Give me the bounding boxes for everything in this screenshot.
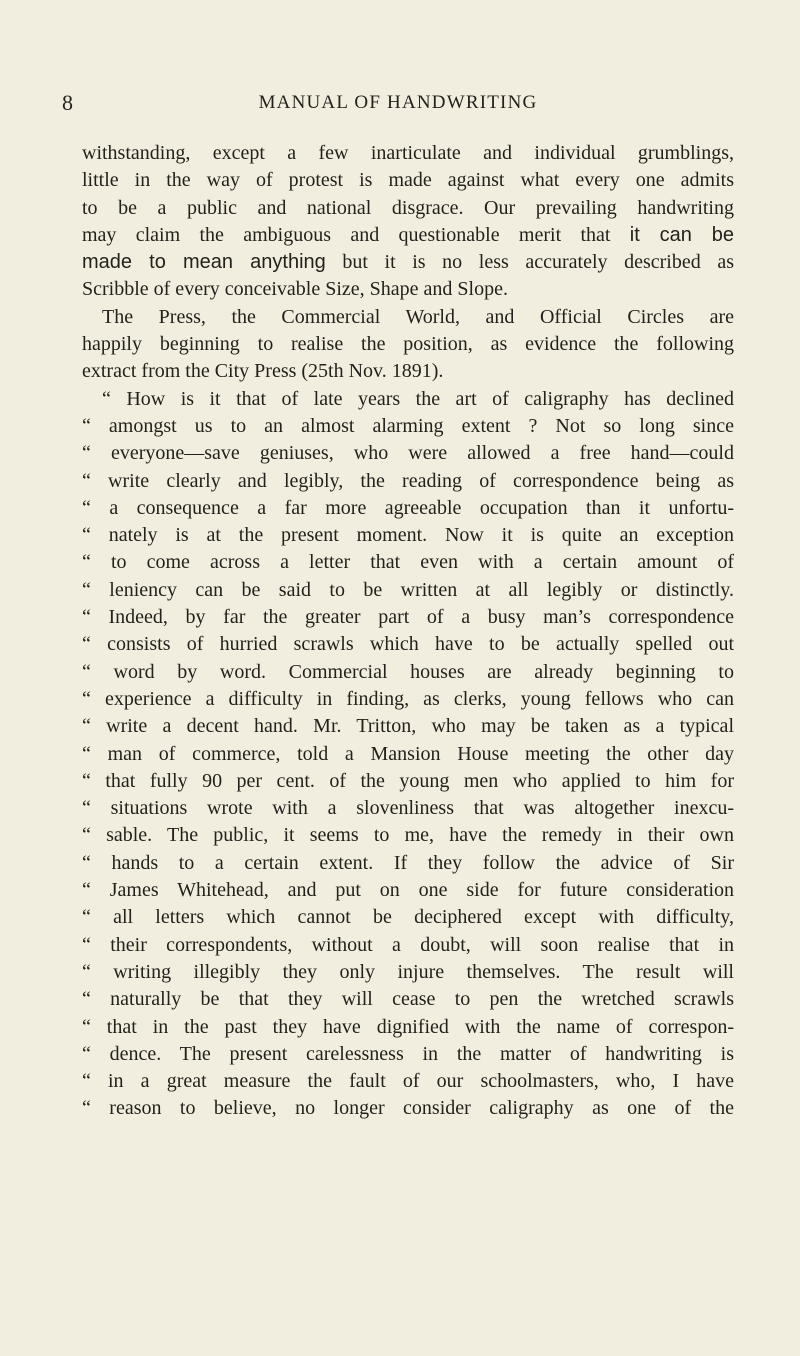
quote-line: “ Indeed, by far the greater part of a busy man’s correspondence bbox=[82, 606, 734, 629]
quote-line: “ that in the past they have dignified with the name of correspon- bbox=[82, 1015, 734, 1038]
quote-line: “ hands to a certain extent. If they follow the advice of Sir bbox=[82, 851, 734, 874]
page-header bbox=[62, 88, 734, 118]
quote-line: “ consists of hurried scrawls which have to be actually spelled out bbox=[82, 633, 734, 656]
quote-line: “ situations wrote with a slovenliness that was altogether inexcu- bbox=[82, 797, 734, 820]
running-head: MANUAL OF HANDWRITING bbox=[258, 92, 538, 113]
emphasized-text: made to mean anything bbox=[82, 251, 326, 274]
quote-line: “ a consequence a far more agreeable occupation than it unfortu- bbox=[82, 496, 734, 519]
quote-line: “ to come across a letter that even with a certain amount of bbox=[82, 551, 734, 574]
quote-line: “ amongst us to an almost alarming extent ? Not so long since bbox=[82, 414, 734, 437]
text-line: happily beginning to realise the position, as evidence the following bbox=[82, 333, 734, 356]
quote-line: “ their correspondents, without a doubt, will soon realise that in bbox=[82, 933, 734, 956]
quote-line: “ experience a difficulty in finding, as clerks, young fellows who can bbox=[82, 687, 734, 710]
quote-line: “ write clearly and legibly, the reading of correspondence being as bbox=[82, 469, 734, 492]
text-line: withstanding, except a few inarticulate and individual grumblings, bbox=[82, 142, 734, 164]
quote-line: “ writing illegibly they only injure themselves. The result will bbox=[82, 960, 734, 983]
text-fragment: but it is no less accurately described as bbox=[325, 251, 734, 274]
text-line: to be a public and national disgrace. Our prevailing handwriting bbox=[82, 196, 734, 219]
text-line: little in the way of protest is made against what every one admits bbox=[82, 169, 734, 192]
quote-line: “ naturally be that they will cease to pen the wretched scrawls bbox=[82, 988, 734, 1011]
quote-line: “ reason to believe, no longer consider caligraphy as one of the bbox=[82, 1097, 734, 1120]
text-line: The Press, the Commercial World, and Official Circles are bbox=[102, 305, 734, 328]
quote-line: “ that fully 90 per cent. of the young men who applied to him for bbox=[82, 769, 734, 792]
quote-line: “ write a decent hand. Mr. Tritton, who may be taken as a typical bbox=[82, 715, 734, 738]
text-line bbox=[82, 249, 734, 276]
body-text bbox=[82, 140, 734, 1123]
page-number: 8 bbox=[62, 90, 73, 115]
quote-line: “ everyone—save geniuses, who were allowed a free hand—could bbox=[82, 442, 734, 465]
text-line: Scribble of every conceivable Size, Shape and Slope. bbox=[82, 278, 508, 301]
quote-line: “ dence. The present carelessness in the matter of handwriting is bbox=[82, 1042, 734, 1065]
quote-line: “ all letters which cannot be deciphered except with difficulty, bbox=[82, 906, 734, 929]
text-line bbox=[82, 222, 734, 249]
text-fragment: may claim the ambiguous and questionable merit that bbox=[82, 223, 630, 246]
quote-line: “ man of commerce, told a Mansion House meeting the other day bbox=[82, 742, 734, 765]
quote-line: “ sable. The public, it seems to me, have the remedy in their own bbox=[82, 824, 734, 847]
quote-line: “ in a great measure the fault of our schoolmasters, who, I have bbox=[82, 1070, 734, 1093]
emphasized-text: it can be bbox=[629, 223, 734, 246]
quote-line: “ word by word. Commercial houses are already beginning to bbox=[82, 660, 734, 683]
text-line: extract from the City Press (25th Nov. 1891). bbox=[82, 360, 444, 383]
quote-line: “ James Whitehead, and put on one side for future consideration bbox=[82, 879, 734, 902]
quote-line: “ nately is at the present moment. Now it is quite an exception bbox=[82, 524, 734, 547]
quote-line: “ leniency can be said to be written at all legibly or distinctly. bbox=[82, 578, 734, 601]
quote-line: “ How is it that of late years the art of caligraphy has declined bbox=[102, 387, 734, 410]
